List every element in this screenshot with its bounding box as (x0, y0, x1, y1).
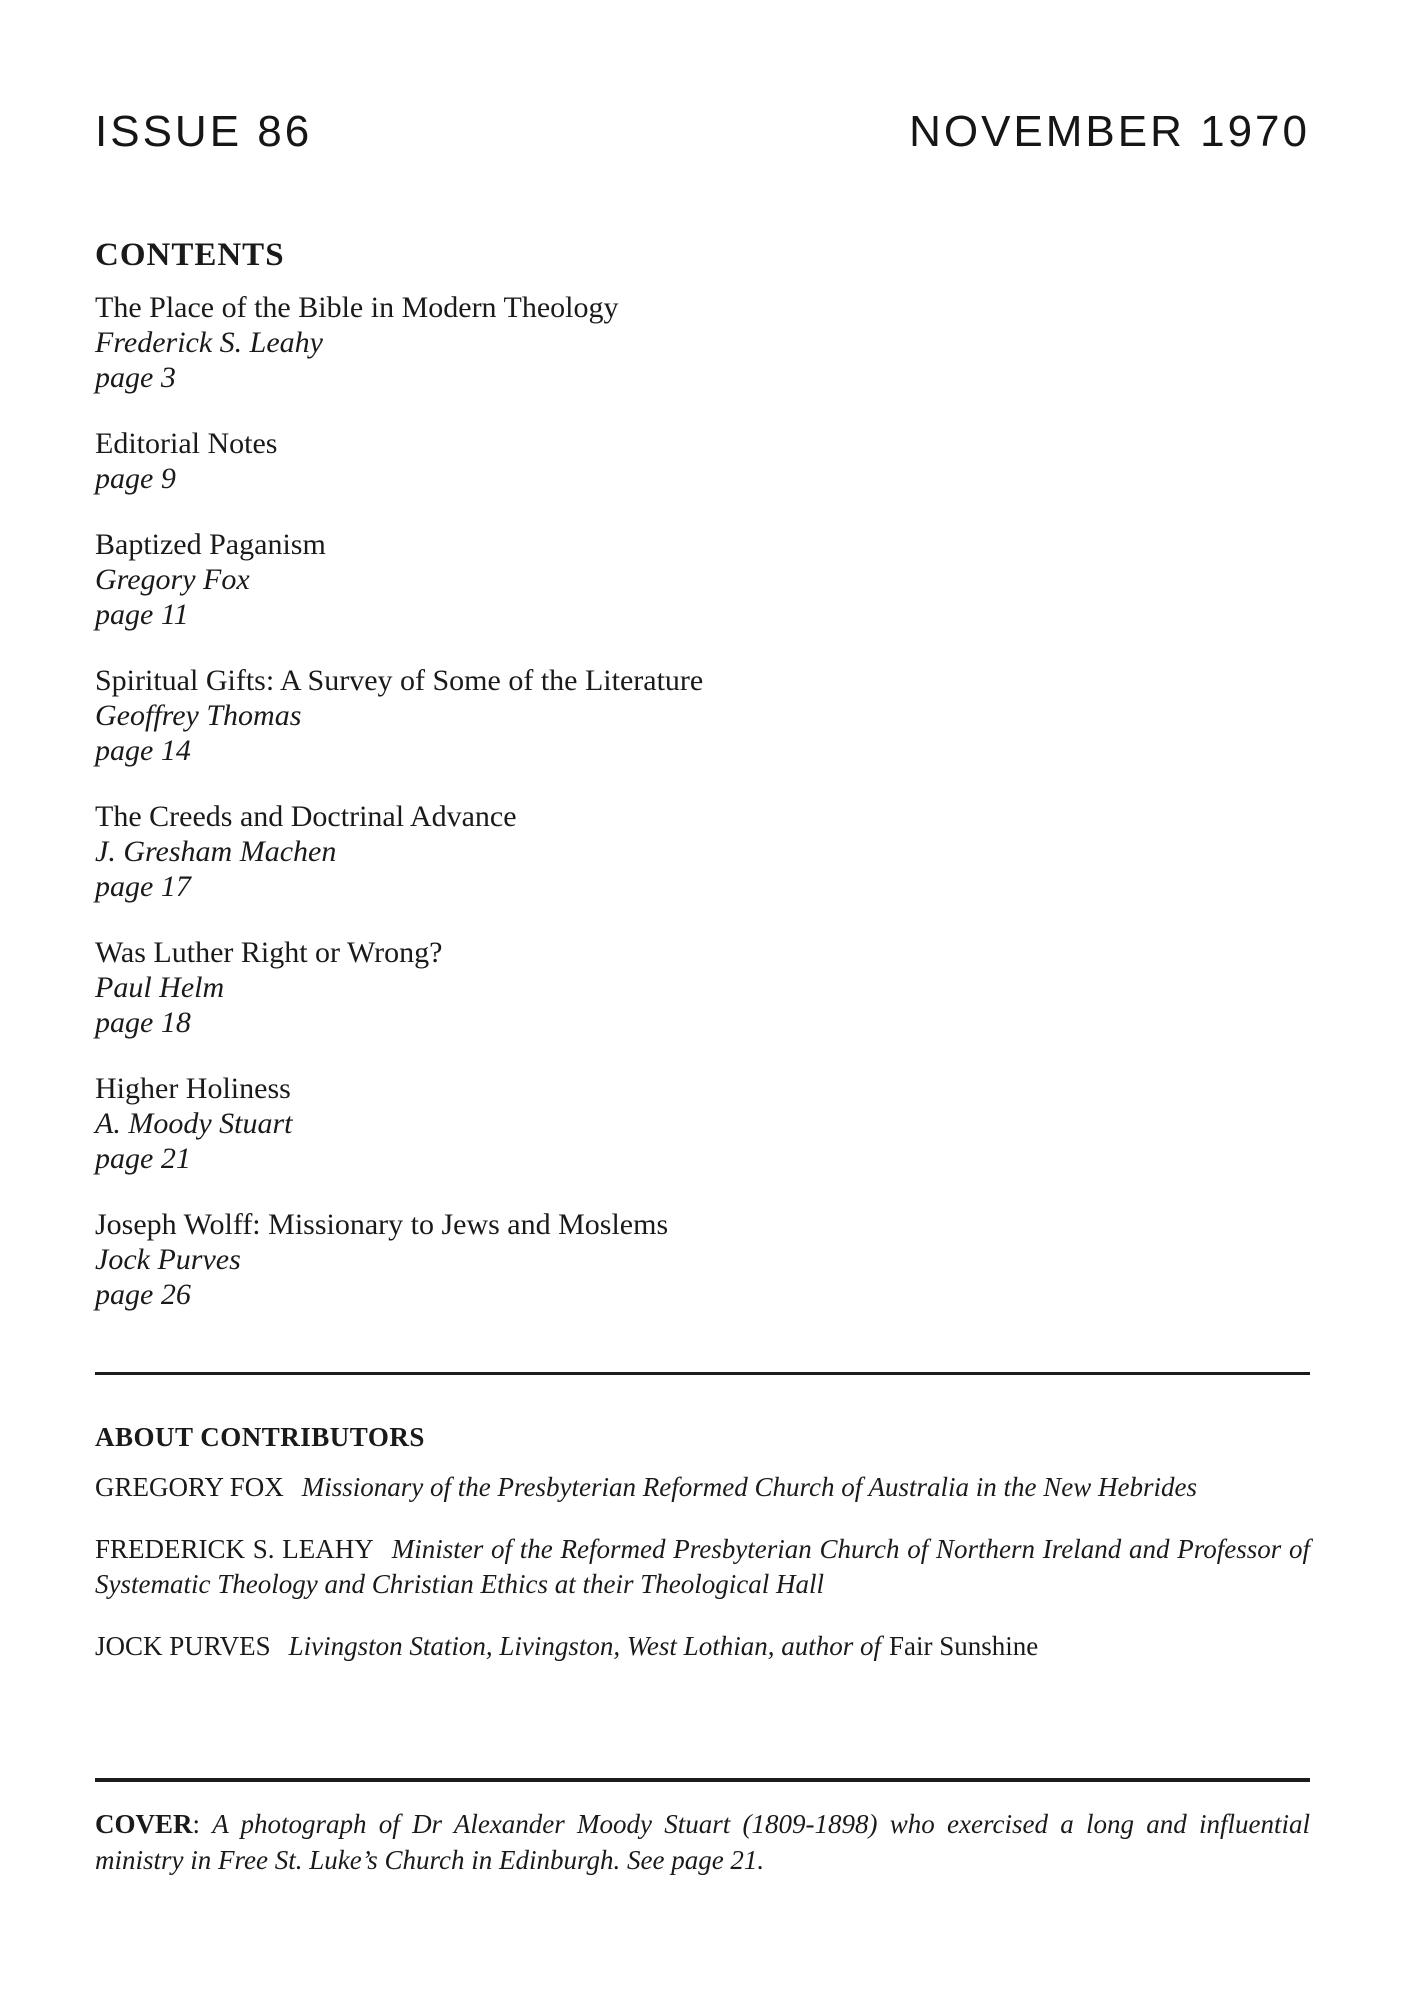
toc-entry (95, 527, 1310, 632)
contributor-description: Livingston Station, Livingston, West Lothian, author of (288, 1631, 881, 1662)
divider-rule-top (95, 1372, 1310, 1375)
entry-page: page 11 (95, 597, 189, 631)
contributor-description: Minister of the Reformed Presbyterian Church of Northern Ireland and Professor of Systematic Theology and Christian Ethics at their Theological Hall (95, 1534, 1310, 1600)
contributor-name: FREDERICK S. LEAHY (95, 1534, 374, 1565)
entry-author: Jock Purves (95, 1242, 241, 1276)
divider-rule-bottom (95, 1778, 1310, 1782)
toc-entry (95, 663, 1310, 768)
toc-entry (95, 426, 1310, 496)
contributor-entry (95, 1532, 1310, 1602)
cover-note (95, 1806, 1310, 1878)
toc-entry (95, 1207, 1310, 1312)
toc-entry (95, 799, 1310, 904)
issue-date: NOVEMBER 1970 (909, 107, 1310, 156)
entry-page: page 18 (95, 1005, 191, 1039)
entry-page: page 17 (95, 869, 191, 903)
entry-page: page 26 (95, 1277, 191, 1311)
toc-entry (95, 1071, 1310, 1176)
entry-title: The Place of the Bible in Modern Theology (95, 290, 619, 324)
contributor-suffix: Fair Sunshine (888, 1631, 1039, 1662)
entry-author: A. Moody Stuart (95, 1106, 293, 1140)
issue-number: ISSUE 86 (95, 107, 313, 156)
table-of-contents (95, 290, 1310, 1312)
entry-author: Frederick S. Leahy (95, 325, 323, 359)
contributors-heading: ABOUT CONTRIBUTORS (95, 1421, 425, 1452)
entry-title: Joseph Wolff: Missionary to Jews and Moslems (95, 1207, 669, 1241)
contributor-name: JOCK PURVES (95, 1631, 271, 1662)
entry-title: Higher Holiness (95, 1071, 291, 1105)
entry-page: page 3 (95, 360, 176, 394)
cover-description: A photograph of Dr Alexander Moody Stuart (1809-1898) who exercised a long and influential ministry in Free St. Luke’s Church in Edinburgh. See page 21. (95, 1809, 1310, 1876)
entry-author: J. Gresham Machen (95, 834, 337, 868)
entry-title: Editorial Notes (95, 426, 278, 460)
contributor-name: GREGORY FOX (95, 1472, 284, 1503)
entry-author: Geoffrey Thomas (95, 698, 302, 732)
contributor-description: Missionary of the Presbyterian Reformed Church of Australia in the New Hebrides (301, 1472, 1197, 1503)
toc-entry (95, 290, 1310, 395)
cover-label: COVER (95, 1809, 193, 1840)
contributor-entry (95, 1470, 1310, 1505)
entry-page: page 14 (95, 733, 191, 767)
toc-entry (95, 935, 1310, 1040)
contributor-entry (95, 1629, 1310, 1664)
entry-author: Paul Helm (95, 970, 225, 1004)
entry-author: Gregory Fox (95, 562, 250, 596)
entry-title: Was Luther Right or Wrong? (95, 935, 443, 969)
entry-title: The Creeds and Doctrinal Advance (95, 799, 517, 833)
entry-title: Baptized Paganism (95, 527, 326, 561)
cover-colon: : (192, 1809, 213, 1840)
contributors-list (95, 1470, 1310, 1664)
masthead (95, 108, 1310, 156)
entry-page: page 21 (95, 1141, 191, 1175)
entry-page: page 9 (95, 461, 176, 495)
contents-heading: CONTENTS (95, 237, 285, 274)
entry-title: Spiritual Gifts: A Survey of Some of the Literature (95, 663, 704, 697)
